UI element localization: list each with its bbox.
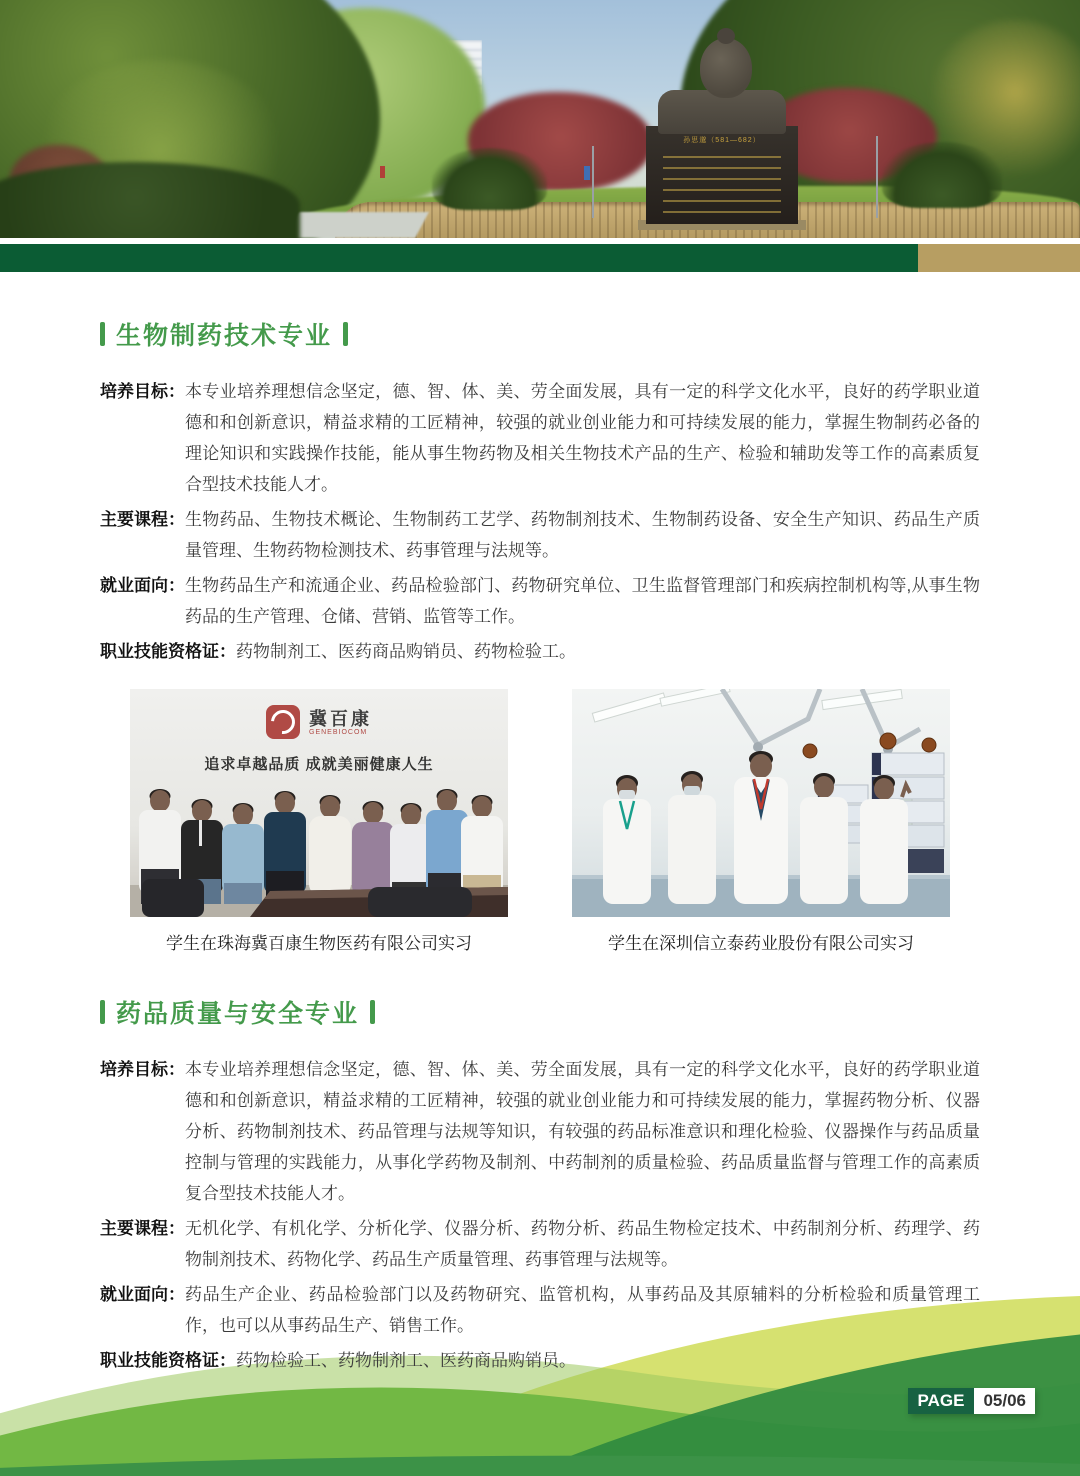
page-label: PAGE — [908, 1388, 975, 1414]
walkway — [285, 212, 429, 238]
section-title-text: 生物制药技术专业 — [116, 322, 333, 350]
section-title-drug-quality — [100, 994, 980, 1030]
item-label: 培养目标： — [100, 382, 185, 401]
item-label: 培养目标： — [100, 1060, 185, 1079]
item-training-goal — [100, 1054, 980, 1209]
banner-tan-segment — [918, 244, 1080, 272]
photo-office-group — [130, 689, 508, 917]
statue-plaque-title: 孙思邈（581—682） — [683, 137, 761, 144]
title-bar-right — [370, 1000, 375, 1024]
section-items — [100, 376, 980, 667]
item-text: 药品生产企业、药品检验部门以及药物研究、监管机构，从事药品及其原辅料的分析检验和质量管理工作，也可以从事药品生产、销售工作。 — [185, 1285, 980, 1335]
item-certificates — [100, 1345, 980, 1376]
lab-group-people-art — [572, 689, 950, 917]
item-label: 职业技能资格证： — [100, 642, 236, 661]
banner-green-segment — [0, 244, 918, 272]
item-certificates — [100, 636, 980, 667]
item-label: 主要课程： — [100, 510, 185, 529]
item-text: 生物药品、生物技术概论、生物制药工艺学、药物制剂技术、生物制药设备、安全生产知识、药品生产质量管理、生物药物检测技术、药事管理与法规等。 — [185, 510, 980, 560]
statue-plaque-text-lines — [663, 156, 781, 214]
cycad-plant — [432, 148, 547, 210]
banner-strip — [0, 244, 1080, 272]
item-label: 职业技能资格证： — [100, 1351, 236, 1370]
main-content — [0, 316, 1080, 1376]
item-text: 本专业培养理想信念坚定，德、智、体、美、劳全面发展，具有一定的科学文化水平，良好的药学职业道德和和创新意识，精益求精的工匠精神，较强的就业创业能力和可持续发展的能力，掌握药物分析、仪器分析、药物制剂技术、药品管理与法规等知识，有较强的药品标准意识和理化检验、仪器操作与药品质量控制与管理的实践能力，从事化学药物及制剂、中药制剂的质量检验、药品质量监督与管理工作的高素质复合型技术技能人才。 — [185, 1060, 980, 1203]
section-title-biopharma — [100, 316, 980, 352]
statue-topknot — [717, 28, 735, 44]
item-label: 就业面向： — [100, 1285, 185, 1304]
internship-photos-row — [130, 689, 950, 954]
title-bar-left — [100, 322, 105, 346]
item-main-courses — [100, 1213, 980, 1275]
photo-figure-salubris — [572, 689, 950, 954]
item-text: 无机化学、有机化学、分析化学、仪器分析、药物分析、药品生物检定技术、中药制剂分析、药理学、药物制剂技术、药物化学、药品生产质量管理、药事管理与法规等。 — [185, 1219, 980, 1269]
company-logo-subtext: GENEBIOCOM — [309, 728, 368, 736]
page-indicator — [908, 1388, 1035, 1414]
item-training-goal — [100, 376, 980, 500]
office-group-people-art — [130, 689, 508, 917]
photo-caption: 学生在深圳信立泰药业股份有限公司实习 — [608, 934, 914, 953]
photo-lab-group — [572, 689, 950, 917]
item-text: 药物制剂工、医药商品购销员、药物检验工。 — [236, 642, 576, 661]
section-items — [100, 1054, 980, 1376]
cycad-plant — [882, 142, 1002, 208]
item-label: 主要课程： — [100, 1219, 185, 1238]
campus-header-photo — [0, 0, 1080, 238]
statue-head — [700, 38, 752, 98]
company-logo-name: 冀百康 — [309, 708, 372, 729]
small-sign — [380, 166, 385, 178]
wall-slogan: 追求卓越品质 成就美丽健康人生 — [204, 756, 434, 773]
item-text: 本专业培养理想信念坚定，德、智、体、美、劳全面发展，具有一定的科学文化水平，良好的药学职业道德和和创新意识，精益求精的工匠精神，较强的就业创业能力和可持续发展的能力，掌握生物制药必备的理论知识和实践操作技能，能从事生物药物及相关生物技术产品的生产、检验和辅助发等工作的高素质复合型技术技能人才。 — [185, 382, 980, 494]
title-bar-left — [100, 1000, 105, 1024]
item-employment — [100, 570, 980, 632]
section-title-text: 药品质量与安全专业 — [116, 1000, 360, 1028]
item-main-courses — [100, 504, 980, 566]
item-text: 药物检验工、药物制剂工、医药商品购销员。 — [236, 1351, 576, 1370]
photo-caption: 学生在珠海冀百康生物医药有限公司实习 — [166, 934, 472, 953]
item-employment — [100, 1279, 980, 1341]
statue-plinth — [646, 126, 798, 224]
item-label: 就业面向： — [100, 576, 185, 595]
lamp-pole — [876, 136, 878, 218]
small-sign — [584, 166, 590, 180]
lamp-pole — [592, 146, 594, 218]
title-bar-right — [343, 322, 348, 346]
photo-figure-jibaikang — [130, 689, 508, 954]
page-number: 05/06 — [974, 1388, 1035, 1414]
item-text: 生物药品生产和流通企业、药品检验部门、药物研究单位、卫生监督管理部门和疾病控制机构等,从事生物药品的生产管理、仓储、营销、监管等工作。 — [185, 576, 980, 626]
